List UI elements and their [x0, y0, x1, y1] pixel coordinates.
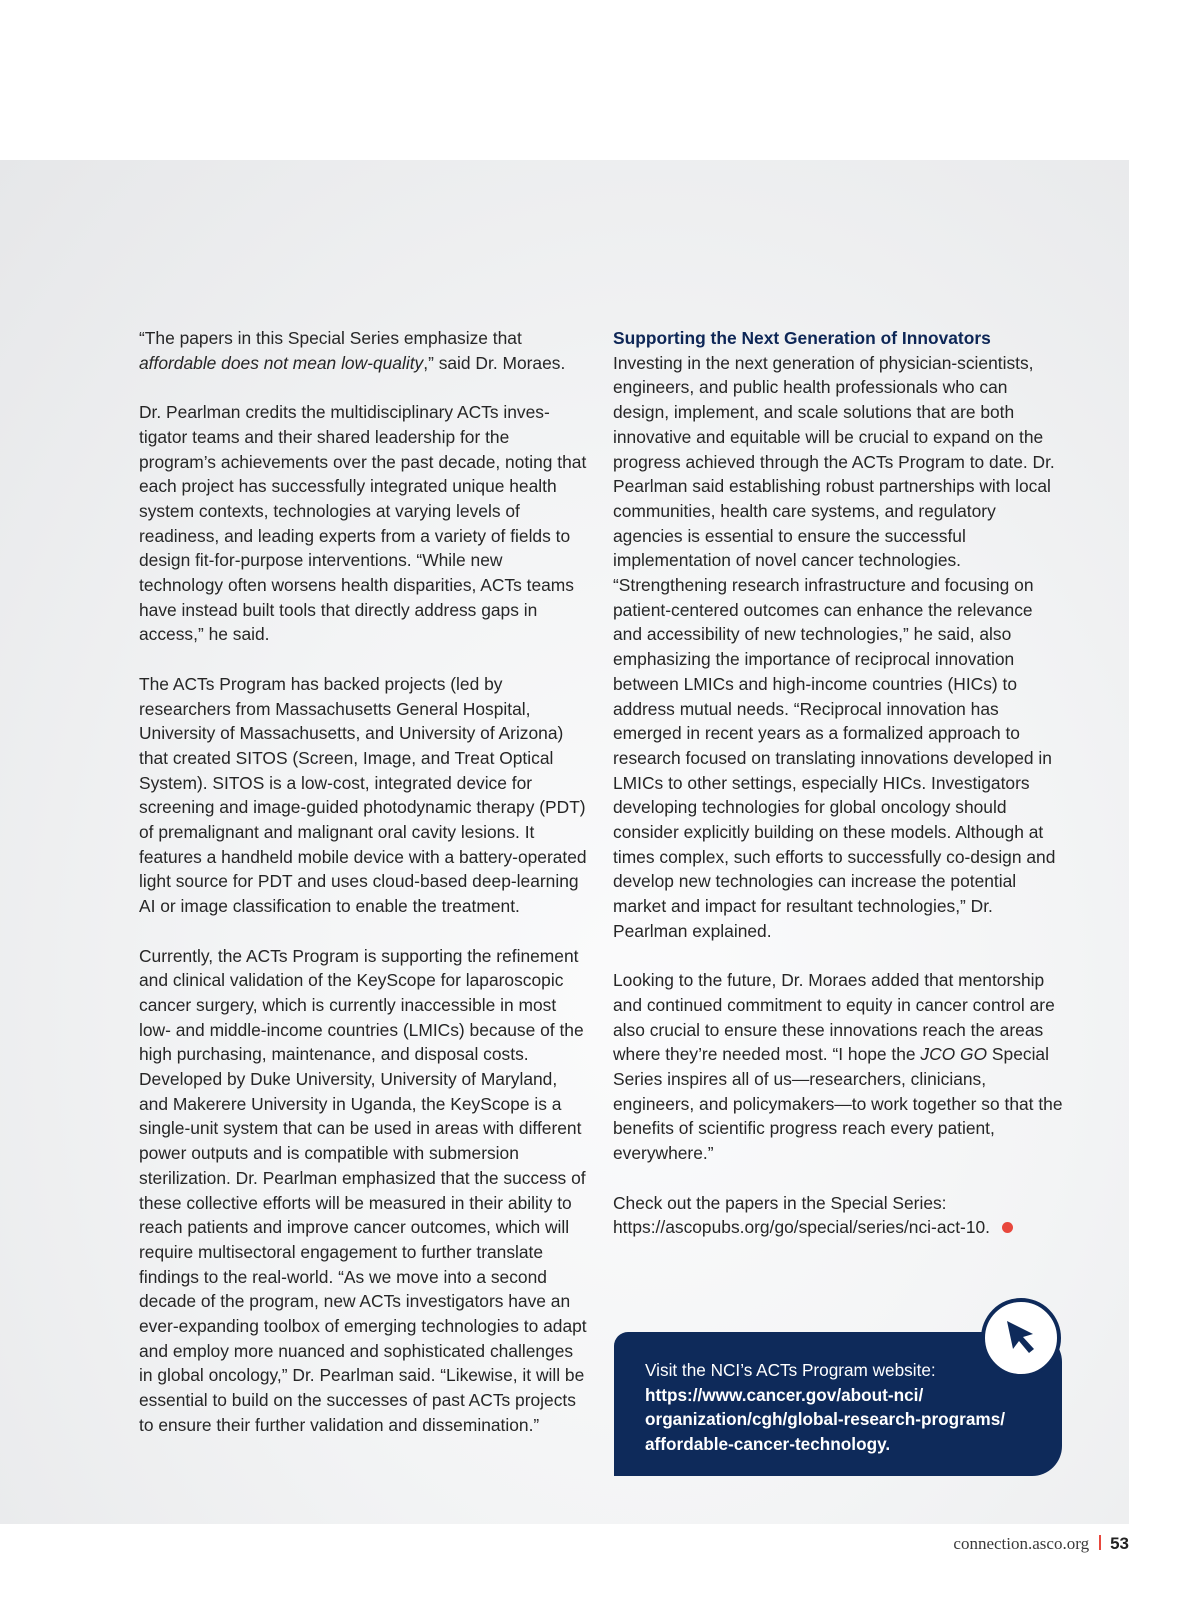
paragraph: The ACTs Program has backed projects (led by researchers from Massachusetts General Hospital, University of Massachusetts, and University of Arizona) that created SITOS (Screen, Image, and Treat Optical System). SITOS is a low-cost, integrated device for screening and image-guided photodynamic therapy (PDT) of premalignant and malignant oral cavity lesions. It features a handheld mobile device with a battery-operated light source for PDT and uses cloud-based deep-learning AI or image classification to enable the treatment.: [139, 673, 587, 917]
paragraph: [613, 326, 1063, 944]
series-link[interactable]: https://ascopubs.org/go/special/series/nci-act-10.: [613, 1217, 990, 1238]
cursor-badge: [981, 1298, 1061, 1378]
callout-url-line[interactable]: affordable-cancer-technology.: [645, 1433, 891, 1454]
page-footer: [953, 1534, 1129, 1554]
left-column: [139, 326, 589, 1462]
text: Special Series inspires all of us—researchers, clinicians, engineers, and policymakers—to work together so that the benefits of scientific progress reach every patient, everywhere.”: [613, 1044, 1063, 1164]
paragraph: [613, 1191, 1063, 1240]
page-number: 53: [1110, 1534, 1129, 1553]
callout-url-line[interactable]: organization/cgh/global-research-programs/: [645, 1409, 1006, 1429]
paragraph: [139, 326, 589, 375]
italic-phrase: JCO GO: [920, 1044, 988, 1065]
callout-intro: Visit the NCI’s ACTs Program website:: [645, 1360, 936, 1380]
footer-divider: [1099, 1535, 1101, 1550]
callout-url-line[interactable]: https://www.cancer.gov/about-nci/: [645, 1384, 924, 1405]
paragraph: [613, 968, 1063, 1166]
text: “The papers in this Special Series emphasize that: [139, 328, 522, 348]
paragraph: Dr. Pearlman credits the multidisciplinary ACTs investigator teams and their shared leadership for the program’s achievements over the past decade, noting that each project has successfully integrated unique health system contexts, technologies at varying levels of readiness, and leading experts from a variety of fields to design fit-for-purpose interventions. “While new technology often worsens health disparities, ACTs teams have instead built tools that directly address gaps in access,” he said.: [139, 402, 587, 645]
text: ,” said Dr. Moraes.: [423, 352, 566, 373]
italic-phrase: affordable does not mean low-quality: [139, 352, 424, 373]
section-heading: Supporting the Next Generation of Innovators: [613, 328, 991, 348]
text: Check out the papers in the Special Series:: [613, 1192, 947, 1213]
cursor-arrow-icon: [1003, 1318, 1041, 1358]
paragraph: Currently, the ACTs Program is supporting the refinement and clinical validation of the KeyScope for laparoscopic cancer surgery, which is currently inaccessible in most low- and middle-income countries (LMICs) because of the high purchasing, maintenance, and disposal costs. Developed by Duke University, University of Maryland, and Makerere University in Uganda, the KeyScope is a single-unit system that can be used in areas with different power outputs and is compatible with submersion sterilization. Dr. Pearlman emphasized that the success of these collective efforts will be measured in their ability to reach patients and improve cancer outcomes, which will require multisectoral engagement to further translate findings to the real-world. “As we move into a second decade of the program, new ACTs investigators have an ever-expanding toolbox of emerging technologies to adapt and employ more nuanced and sophisticated challenges in global oncology,” Dr. Pearlman said. “Likewise, it will be essential to build on the successes of past ACTs projects to ensure their further validation and dissemination.”: [139, 945, 587, 1435]
footer-site: connection.asco.org: [953, 1534, 1090, 1553]
text: Investing in the next generation of physician-scientists, engineers, and public health professionals who can design, implement, and scale solutions that are both innovative and equitable will be crucial to expand on the progress achieved through the ACTs Program to date. Dr. Pearlman said establishing robust partnerships with local communities, health care systems, and regulatory agencies is essential to ensure the successful implementation of novel cancer technologies. “Strengthening research infrastructure and focusing on patient-centered outcomes can enhance the relevance and accessibility of new technologies,” he said, also emphasizing the importance of reciprocal innovation between LMICs and high-income countries (HICs) to address mutual needs. “Reciprocal innovation has emerged in recent years as a formalized approach to research focused on translating innovations developed in LMICs to other settings, especially HICs. Investigators developing technologies for global oncology should consider explicitly building on these models. Although at times complex, such efforts to successfully co-design and develop new technologies can increase the potential market and impact for resultant technologies,” Dr. Pearlman explained.: [613, 352, 1056, 941]
right-column: [613, 326, 1063, 1265]
text: Looking to the future, Dr. Moraes added that mentorship and continued commitment to equity in cancer control are also crucial to ensure these innovations reach the areas where they’re needed most. “I hope the: [613, 970, 1055, 1065]
end-mark-dot-icon: [1002, 1222, 1013, 1233]
